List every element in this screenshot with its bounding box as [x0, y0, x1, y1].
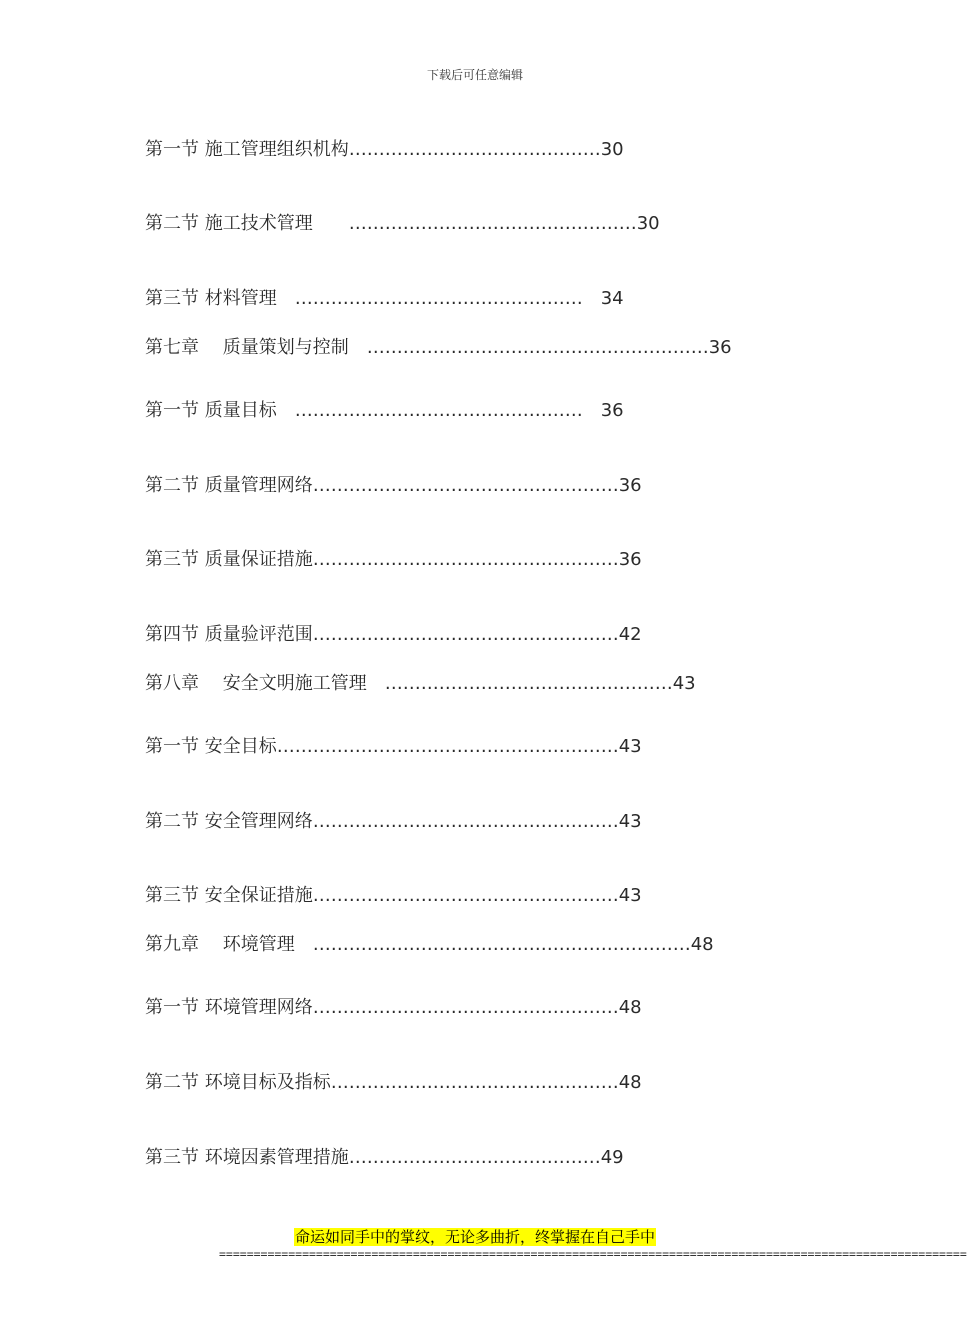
toc-entry-label: 第二节 质量管理网络 [145, 475, 313, 496]
toc-entry-page: 48 [618, 1072, 642, 1093]
toc-entry-page: 36 [618, 549, 642, 570]
toc-entry[interactable] [145, 1071, 642, 1095]
toc-entry-leader: ………………………………………… [330, 1072, 619, 1093]
toc-entry-page: 48 [690, 934, 714, 955]
toc-entry[interactable] [145, 933, 714, 957]
toc-entry-label: 第一节 施工管理组织机构 [145, 139, 349, 160]
toc-entry-leader: ………………………………………………… [276, 736, 619, 757]
toc-entry[interactable] [145, 623, 642, 647]
footer-rule: ============================================================================================================ [219, 1247, 967, 1261]
toc-entry-page: 49 [600, 1147, 624, 1168]
toc-entry-label: 第七章 质量策划与控制 [145, 337, 367, 358]
toc-entry-page: 34 [600, 288, 624, 309]
toc-entry[interactable] [145, 1146, 624, 1170]
toc-entry[interactable] [145, 287, 624, 311]
toc-entry-label: 第二节 施工技术管理 [145, 213, 349, 234]
toc-entry-label: 第三节 质量保证措施 [145, 549, 313, 570]
toc-entry-page: 36 [600, 400, 624, 421]
toc-entry[interactable] [145, 672, 696, 696]
toc-entry-leader: ………………………………………… [348, 213, 637, 234]
toc-entry-label: 第二节 环境目标及指标 [145, 1072, 331, 1093]
toc-entry-leader: …………………………………………… [312, 997, 619, 1018]
toc-entry-label: 第四节 质量验评范围 [145, 624, 313, 645]
toc-entry-leader: …………………………………………… [312, 624, 619, 645]
toc-entry-leader: ……………………………………………………… [312, 934, 691, 955]
toc-entry-page: 30 [600, 139, 624, 160]
toc-entry-leader: ………………………………………… [294, 400, 601, 421]
toc-entry[interactable] [145, 474, 642, 498]
toc-entry-leader: ………………………………………… [384, 673, 673, 694]
toc-entry[interactable] [145, 138, 624, 162]
toc-entry-label: 第三节 材料管理 [145, 288, 295, 309]
toc-entry-leader: …………………………………………… [312, 475, 619, 496]
toc-entry-label: 第二节 安全管理网络 [145, 811, 313, 832]
toc-entry[interactable] [145, 336, 732, 360]
toc-entry-leader: …………………………………… [348, 1147, 601, 1168]
toc-entry[interactable] [145, 212, 660, 236]
toc-entry-page: 43 [618, 736, 642, 757]
toc-entry-leader: …………………………………………… [312, 549, 619, 570]
toc-entry-label: 第一节 环境管理网络 [145, 997, 313, 1018]
footer-motto-text: 命运如同手中的掌纹，无论多曲折，终掌握在自己手中 [294, 1228, 655, 1246]
toc-entry[interactable] [145, 548, 642, 572]
toc-entry-label: 第八章 安全文明施工管理 [145, 673, 385, 694]
toc-entry-label: 第一节 质量目标 [145, 400, 295, 421]
footer-motto [0, 1227, 950, 1247]
toc-entry[interactable] [145, 996, 642, 1020]
toc-entry-leader: …………………………………………… [312, 811, 619, 832]
toc-entry-label: 第一节 安全目标 [145, 736, 277, 757]
toc-entry-page: 43 [618, 885, 642, 906]
toc-entry-leader: …………………………………………… [312, 885, 619, 906]
toc-entry-label: 第三节 安全保证措施 [145, 885, 313, 906]
toc-entry-label: 第九章 环境管理 [145, 934, 313, 955]
toc-entry[interactable] [145, 735, 642, 759]
toc-entry-page: 43 [672, 673, 696, 694]
toc-entry-leader: ………………………………………… [294, 288, 601, 309]
header-note: 下载后可任意编辑 [426, 68, 523, 82]
toc-entry-page: 30 [636, 213, 660, 234]
toc-entry[interactable] [145, 399, 624, 423]
toc-entry-page: 36 [708, 337, 732, 358]
toc-entry-page: 42 [618, 624, 642, 645]
toc-entry-page: 48 [618, 997, 642, 1018]
toc-entry-page: 43 [618, 811, 642, 832]
toc-entry-leader: ………………………………………………… [366, 337, 709, 358]
toc-entry[interactable] [145, 884, 642, 908]
toc-entry[interactable] [145, 810, 642, 834]
toc-entry-label: 第三节 环境因素管理措施 [145, 1147, 349, 1168]
toc-entry-page: 36 [618, 475, 642, 496]
toc-entry-leader: …………………………………… [348, 139, 601, 160]
